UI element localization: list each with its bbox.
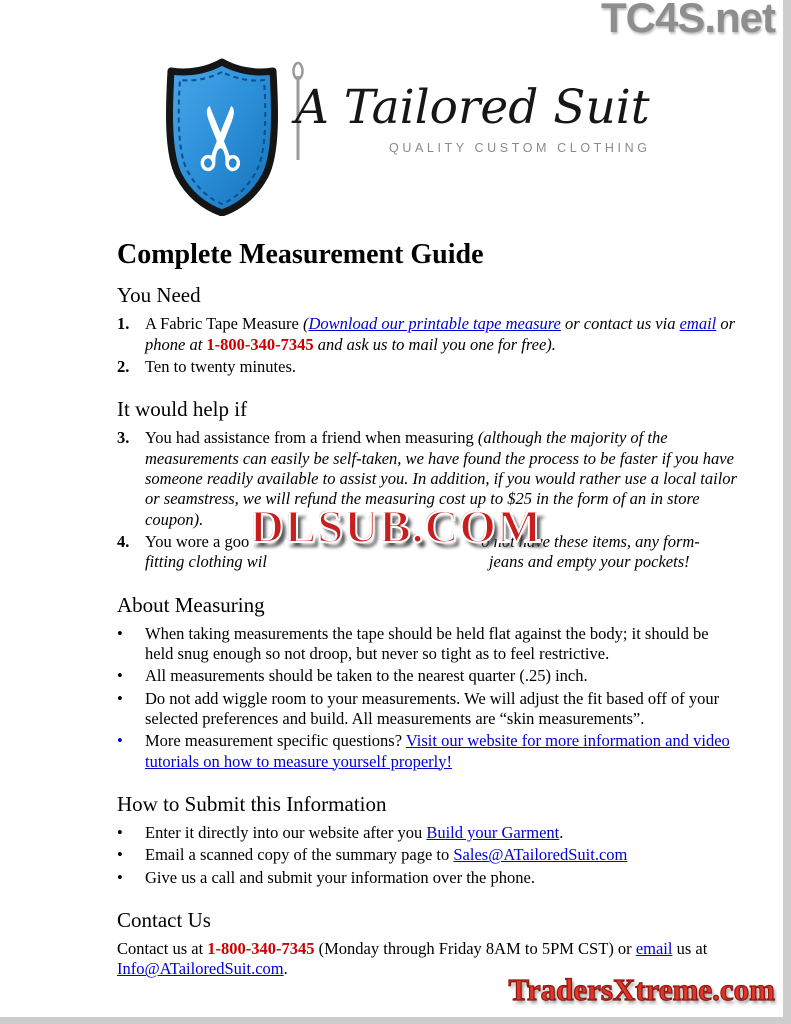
- phone-number: 1-800-340-7345: [207, 939, 315, 959]
- svg-text:✂: ✂: [170, 101, 274, 175]
- item-text-segment: jeans and empty your pockets!: [488, 552, 690, 572]
- item-number: 4.: [117, 531, 130, 551]
- measurement-tutorials-link[interactable]: Visit our website for more information and video tutorials on how to measure yourself properly!: [145, 731, 730, 771]
- list-item: [117, 357, 740, 377]
- brand-name: A Tailored Suit: [295, 80, 650, 135]
- item-text-segment: (: [303, 314, 309, 334]
- item-number: 1.: [117, 314, 130, 334]
- bullet-text: When taking measurements the tape should be held flat against the body; it should be held snug enough so not droop, but never so tight as to feel restrictive.: [145, 623, 709, 664]
- item-text-segment: .: [283, 959, 288, 979]
- item-number: 3.: [117, 428, 130, 448]
- shield-scissors-icon: [163, 58, 281, 221]
- item-text-segment: us at: [672, 939, 708, 959]
- list-item: [117, 868, 740, 888]
- section-heading-about-measuring: About Measuring: [117, 592, 265, 617]
- section-heading-contact: Contact Us: [117, 907, 211, 932]
- section-heading-you-need: You Need: [117, 283, 201, 308]
- item-text-segment: fitting clothing wil: [145, 552, 267, 572]
- scan-edge-right: [783, 0, 791, 1024]
- list-item: [117, 666, 740, 686]
- item-text: Ten to twenty minutes.: [145, 356, 296, 376]
- item-text-segment: You had assistance from a friend when measuring: [145, 428, 478, 448]
- bullet-text: Give us a call and submit your information over the phone.: [145, 867, 535, 887]
- bullet-marker: •: [117, 623, 123, 643]
- phone-number: 1-800-340-7345: [206, 334, 314, 354]
- bullet-text: All measurements should be taken to the nearest quarter (.25) inch.: [145, 666, 588, 686]
- bullet-marker: •: [117, 845, 123, 865]
- bullet-marker: •: [117, 867, 123, 887]
- item-text-segment: (although the majority of the measurements can easily be self-taken, we have found the process to be faster if you have someone readily available to assist you. In addition, if you would rather use a local tailor or seamstress, we will refund the measuring cost up to $25 in the form of an in store coupon).: [145, 428, 737, 529]
- bullet-marker: •: [117, 731, 123, 751]
- item-text-segment: or phone at: [145, 314, 736, 354]
- list-item: [117, 314, 740, 355]
- item-text-segment: You wore a goo: [145, 531, 250, 551]
- item-text-segment: .: [559, 822, 564, 842]
- bullet-text: [145, 731, 740, 772]
- watermark-tc4s: TC4S.net: [600, 0, 775, 41]
- item-text-segment: o not have these items, any form-: [481, 531, 700, 551]
- list-item: [117, 624, 740, 665]
- contact-email-link[interactable]: email: [635, 939, 673, 959]
- item-text-segment: and ask us to mail you one for free).: [313, 334, 556, 354]
- build-your-garment-link[interactable]: Build your Garment: [426, 822, 560, 842]
- item-text: [145, 314, 740, 355]
- item-text-segment: or contact us via: [560, 314, 680, 334]
- brand-tagline: QUALITY CUSTOM CLOTHING: [389, 141, 651, 155]
- item-text-segment: Enter it directly into our website after you: [145, 822, 427, 842]
- list-item: [117, 823, 740, 843]
- scan-edge-bottom: [0, 1017, 791, 1024]
- bullet-text: [145, 845, 740, 865]
- item-text-segment: More measurement specific questions?: [145, 731, 406, 751]
- watermark-dlsub: DLSUB.COM: [250, 501, 543, 553]
- item-text-segment: Email a scanned copy of the summary page to: [145, 845, 454, 865]
- section-heading-submit: How to Submit this Information: [117, 791, 387, 816]
- printable-tape-measure-link[interactable]: Download our printable tape measure: [308, 314, 561, 334]
- bullet-text: Do not add wiggle room to your measurements. We will adjust the fit based off of your selected preferences and build. All measurements are “skin measurements”.: [145, 688, 720, 728]
- sales-email-link[interactable]: Sales@ATailoredSuit.com: [453, 845, 628, 865]
- bullet-marker: •: [117, 822, 123, 842]
- item-text-segment: A Fabric Tape Measure: [145, 314, 303, 334]
- bullet-marker: •: [117, 666, 123, 686]
- page-title: Complete Measurement Guide: [117, 239, 484, 270]
- bullet-marker: •: [117, 688, 123, 708]
- logo: [163, 58, 740, 221]
- section-heading-help-if: It would help if: [117, 397, 248, 422]
- list-item: [117, 731, 740, 772]
- email-link[interactable]: email: [679, 314, 717, 334]
- list-item: [117, 845, 740, 865]
- item-text-segment: Contact us at: [117, 939, 208, 959]
- info-email-link[interactable]: Info@ATailoredSuit.com: [117, 959, 284, 979]
- list-item: [117, 689, 740, 730]
- bullet-text: [145, 823, 740, 843]
- item-text-segment: (Monday through Friday 8AM to 5PM CST) or: [314, 939, 636, 959]
- item-number: 2.: [117, 356, 130, 376]
- watermark-tradersxtreme: TradersXtreme.com: [508, 972, 775, 1007]
